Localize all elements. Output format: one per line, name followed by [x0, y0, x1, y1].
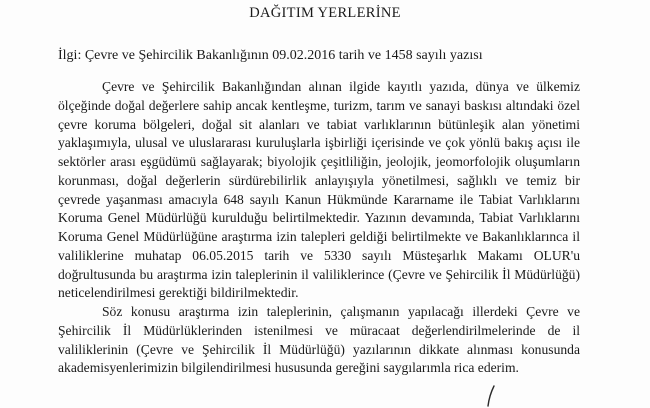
- paragraph-line: sektörler arası eşgüdümü sağlayarak; biyolojik çeşitliliğin, jeolojik, jeomorfolojik oluşumların: [58, 154, 580, 169]
- signature-stroke: [482, 384, 502, 408]
- paragraph-line: ölçeğinde doğal değerlere sahip ancak kentleşme, turizm, tarım ve sanayi baskısı altındaki özel: [58, 97, 580, 113]
- paragraph-line: çevrede yaşanması amacıyla 648 sayılı Kanun Hükmünde Kararname ile Tabiat Varlıklarını: [58, 191, 580, 207]
- document-heading: DAĞITIM YERLERİNE: [249, 5, 401, 21]
- paragraph-line: neticelendirilmesi gerektiği bildirilmektedir.: [58, 285, 299, 301]
- paragraph-line: Koruma Genel Müdürlüğüne araştırma izin talepleri geldiği belirtilmekte ve Bakanlıklarınca il: [58, 229, 580, 244]
- body-paragraph-2: [58, 303, 580, 378]
- paragraph-line: korunması, doğal değerlerin sürdürebilirlik anlayışıyla yönetilmesi, sağlıklı ve temiz bir: [58, 172, 580, 188]
- paragraph-line: Söz konusu araştırma izin taleplerinin, çalışmanın yapılacağı illerdeki Çevre ve: [102, 304, 580, 319]
- paragraph-line: çevre koruma bölgeleri, doğal sit alanları ve tabiat varlıklarının bütünleşik alan yönetimi: [58, 116, 580, 132]
- paragraph-line: doğrultusunda bu araştırma izin taleplerinin il valiliklerince (Çevre ve Şehircilik İl Müdürlüğü): [58, 266, 580, 282]
- paragraph-line: yaklaşımıyla, ulusal ve uluslararası kuruluşlarla işbirliği içerisinde ve çok yönlü bakış açısı ile: [58, 135, 580, 151]
- paragraph-line: valiliklerinin (Çevre ve Şehircilik İl Müdürlüğü) yazılarının dikkate alınması konusunda: [58, 341, 580, 357]
- paragraph-line: Koruma Genel Müdürlüğü kurulduğu belirtilmektedir. Yazının devamında, Tabiat Varlıklarını: [58, 210, 580, 226]
- reference-line: İlgi: Çevre ve Şehircilik Bakanlığının 09.02.2016 tarih ve 1458 sayılı yazısı: [58, 48, 483, 63]
- paragraph-line: akademisyenlerimizin bilgilendirilmesi hususunda gereğini saygılarımla rica ederim.: [58, 360, 519, 376]
- body-paragraph-1: [58, 78, 580, 303]
- paragraph-line: valiliklerine muhatap 06.05.2015 tarih ve 5330 sayılı Müsteşarlık Makamı OLUR'u: [58, 247, 580, 263]
- paragraph-line: Çevre ve Şehircilik Bakanlığından alınan ilgide kayıtlı yazıda, dünya ve ülkemiz: [102, 79, 580, 94]
- paragraph-line: Şehircilik İl Müdürlüklerinden istenilmesi ve müracaat değerlendirilmelerinde de il: [58, 322, 580, 338]
